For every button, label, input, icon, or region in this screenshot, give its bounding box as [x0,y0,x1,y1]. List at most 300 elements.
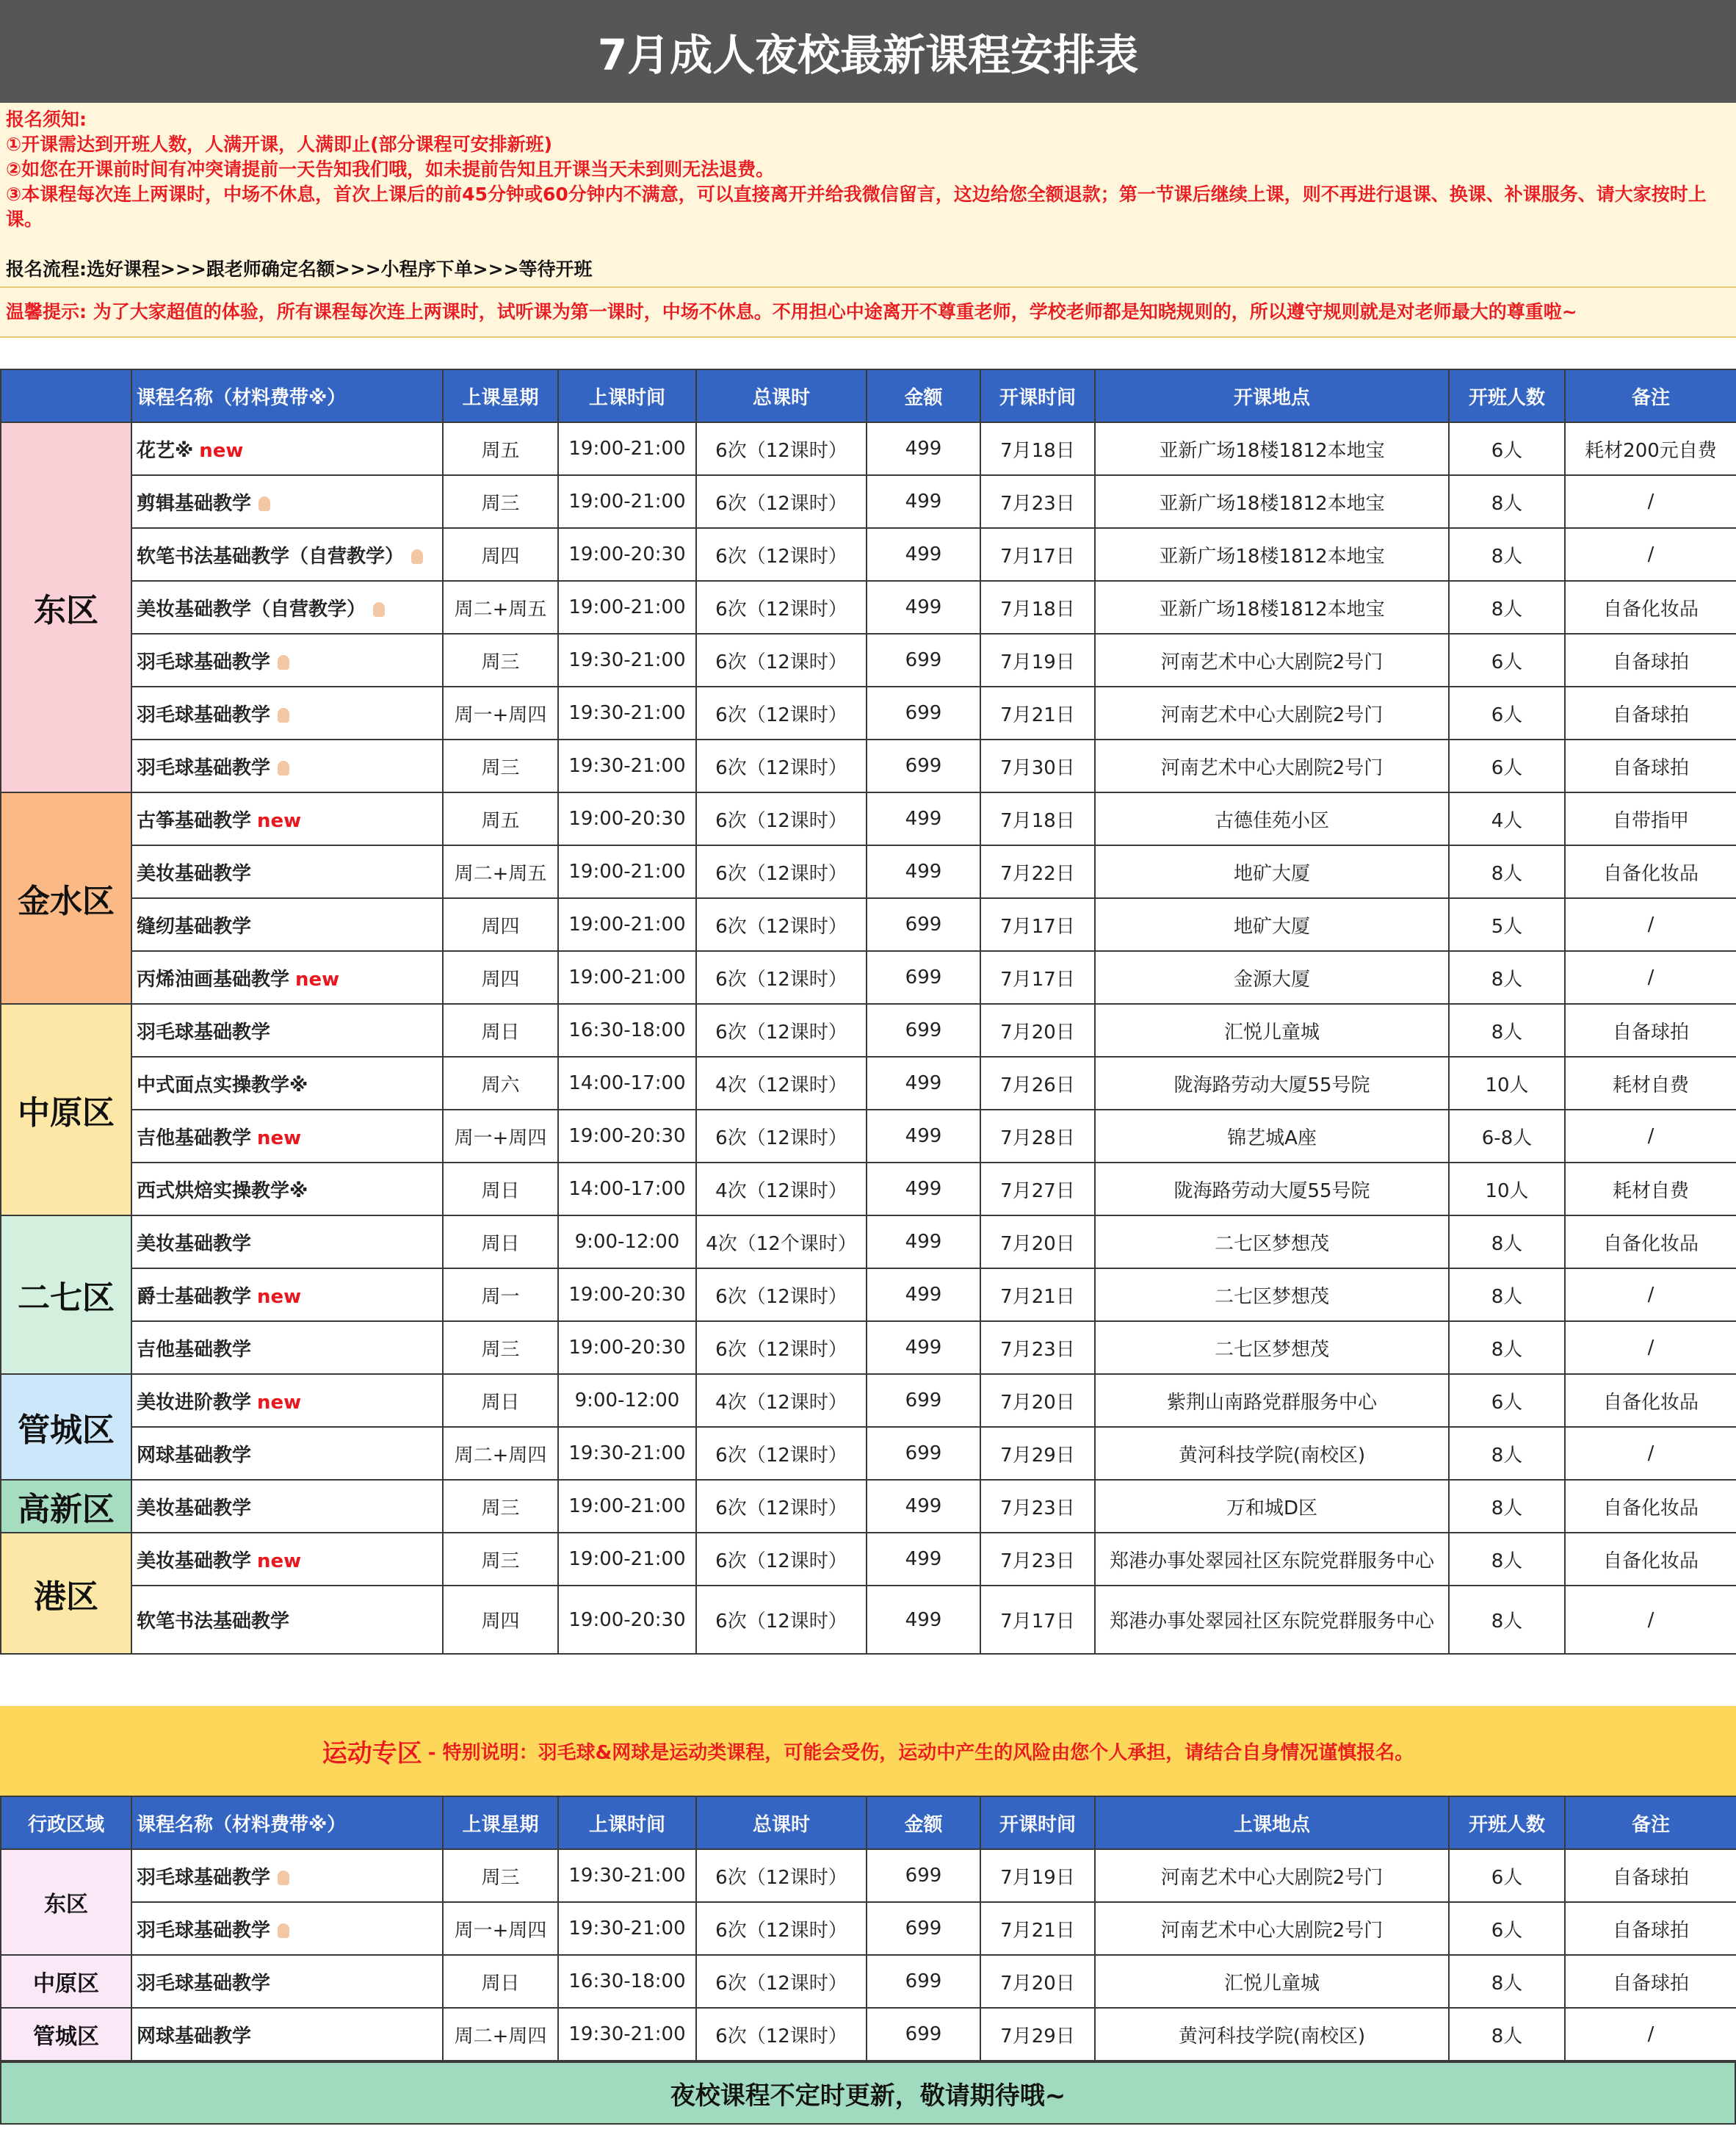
course-name-cell [131,1480,443,1533]
hours-cell: 6次（12课时） [696,1902,867,1955]
place-cell: 紫荆山南路党群服务中心 [1095,1374,1449,1427]
note-cell: 自备球拍 [1565,634,1736,687]
price-cell: 499 [867,792,980,845]
price-cell: 699 [867,740,980,792]
place-cell: 陇海路劳动大厦55号院 [1095,1057,1449,1110]
day-cell: 周日 [443,1955,558,2008]
district-cell: 金水区 [1,792,131,1004]
district-cell: 二七区 [1,1215,131,1374]
hours-cell: 6次（12课时） [696,1533,867,1586]
course-name-cell [131,1215,443,1268]
start-cell: 7月23日 [980,1321,1095,1374]
course-name-cell [131,422,443,475]
sport-table [0,1796,1736,2061]
time-cell: 19:30-21:00 [558,1902,696,1955]
table-row [1,1480,1736,1533]
course-name-cell [131,2008,443,2061]
start-cell: 7月20日 [980,1374,1095,1427]
course-name-cell [131,528,443,581]
course-name: 古筝基础教学 [137,809,252,832]
day-cell: 周一+周四 [443,687,558,740]
people-cell: 6人 [1449,687,1565,740]
time-cell: 16:30-18:00 [558,1004,696,1057]
people-cell: 8人 [1449,581,1565,634]
hours-cell: 6次（12课时） [696,740,867,792]
thumbs-up-icon [411,549,423,564]
note-cell: 自带指甲 [1565,792,1736,845]
place-cell: 郑港办事处翠园社区东院党群服务中心 [1095,1586,1449,1654]
people-cell: 6人 [1449,634,1565,687]
start-cell: 7月21日 [980,1268,1095,1321]
day-cell: 周五 [443,422,558,475]
district-cell: 中原区 [1,1955,131,2008]
header-price: 金额 [867,369,980,422]
hours-cell: 6次（12课时） [696,1268,867,1321]
hours-cell: 6次（12课时） [696,475,867,528]
course-table [0,369,1736,1655]
note-cell: / [1565,1268,1736,1321]
people-cell: 4人 [1449,792,1565,845]
place-cell: 郑港办事处翠园社区东院党群服务中心 [1095,1533,1449,1586]
note-cell: / [1565,1586,1736,1654]
course-name: 羽毛球基础教学 [137,1866,271,1889]
day-cell: 周四 [443,898,558,951]
time-cell: 19:00-21:00 [558,1533,696,1586]
day-cell: 周三 [443,1480,558,1533]
course-name-cell [131,581,443,634]
place-cell: 地矿大厦 [1095,845,1449,898]
note-cell: 自备球拍 [1565,740,1736,792]
thumbs-up-icon [258,496,270,511]
course-name-cell [131,951,443,1004]
people-cell: 8人 [1449,1533,1565,1586]
price-cell: 499 [867,1480,980,1533]
people-cell: 8人 [1449,845,1565,898]
header-time: 上课时间 [558,369,696,422]
time-cell: 9:00-12:00 [558,1215,696,1268]
place-cell: 河南艺术中心大剧院2号门 [1095,687,1449,740]
place-cell: 黄河科技学院(南校区) [1095,2008,1449,2061]
course-name-cell [131,687,443,740]
day-cell: 周日 [443,1163,558,1215]
course-name-cell [131,1163,443,1215]
time-cell: 16:30-18:00 [558,1955,696,2008]
course-name-cell [131,1902,443,1955]
price-cell: 699 [867,634,980,687]
sport-header-time: 上课时间 [558,1796,696,1849]
district-cell: 高新区 [1,1480,131,1533]
start-cell: 7月23日 [980,1533,1095,1586]
table-row [1,1268,1736,1321]
time-cell: 19:00-20:30 [558,1321,696,1374]
start-cell: 7月17日 [980,898,1095,951]
hours-cell: 6次（12课时） [696,1955,867,2008]
place-cell: 二七区梦想茂 [1095,1268,1449,1321]
people-cell: 5人 [1449,898,1565,951]
sport-header-district: 行政区域 [1,1796,131,1849]
people-cell: 6人 [1449,740,1565,792]
day-cell: 周三 [443,1849,558,1902]
price-cell: 499 [867,422,980,475]
course-name: 中式面点实操教学※ [137,1074,308,1096]
day-cell: 周三 [443,475,558,528]
price-cell: 699 [867,1902,980,1955]
course-name-cell [131,898,443,951]
price-cell: 699 [867,951,980,1004]
time-cell: 19:30-21:00 [558,634,696,687]
hours-cell: 6次（12课时） [696,1849,867,1902]
header-start: 开课时间 [980,369,1095,422]
people-cell: 6人 [1449,1902,1565,1955]
time-cell: 19:30-21:00 [558,740,696,792]
thumbs-up-icon [373,602,385,617]
new-badge: new [257,1127,302,1149]
note-cell: / [1565,2008,1736,2061]
time-cell: 19:00-21:00 [558,422,696,475]
course-name-cell [131,1057,443,1110]
district-cell: 东区 [1,1849,131,1955]
day-cell: 周三 [443,1321,558,1374]
hours-cell: 6次（12课时） [696,687,867,740]
table-row [1,1955,1736,2008]
price-cell: 499 [867,1057,980,1110]
start-cell: 7月17日 [980,528,1095,581]
table-row [1,1902,1736,1955]
course-name-cell [131,1374,443,1427]
new-badge: new [257,1391,302,1414]
people-cell: 8人 [1449,1268,1565,1321]
price-cell: 699 [867,1374,980,1427]
district-cell: 管城区 [1,1374,131,1480]
price-cell: 699 [867,1955,980,2008]
table-row [1,1374,1736,1427]
sport-header-course: 课程名称（材料费带※） [131,1796,443,1849]
course-name: 吉他基础教学 [137,1127,252,1149]
table-row [1,792,1736,845]
people-cell: 8人 [1449,1321,1565,1374]
course-name: 羽毛球基础教学 [137,1021,271,1044]
place-cell: 亚新广场18楼1812本地宝 [1095,528,1449,581]
table-row [1,1163,1736,1215]
time-cell: 19:00-20:30 [558,1110,696,1163]
new-badge: new [257,1285,302,1308]
time-cell: 19:30-21:00 [558,1849,696,1902]
table-row [1,1533,1736,1586]
sport-header-row [1,1796,1736,1849]
time-cell: 19:00-20:30 [558,528,696,581]
course-name: 花艺※ [137,439,194,462]
place-cell: 汇悦儿童城 [1095,1955,1449,2008]
note-cell: 耗材自费 [1565,1057,1736,1110]
place-cell: 黄河科技学院(南校区) [1095,1427,1449,1480]
table-row [1,687,1736,740]
start-cell: 7月23日 [980,1480,1095,1533]
place-cell: 锦艺城A座 [1095,1110,1449,1163]
district-cell: 港区 [1,1533,131,1654]
day-cell: 周六 [443,1057,558,1110]
course-name: 爵士基础教学 [137,1285,252,1308]
note-cell: 自备球拍 [1565,1004,1736,1057]
table-row [1,1110,1736,1163]
table-row [1,740,1736,792]
start-cell: 7月20日 [980,1215,1095,1268]
price-cell: 699 [867,1427,980,1480]
course-name: 美妆基础教学（自营教学） [137,598,366,621]
hours-cell: 4次（12课时） [696,1374,867,1427]
course-name-cell [131,1110,443,1163]
day-cell: 周四 [443,1586,558,1654]
sport-header-place: 上课地点 [1095,1796,1449,1849]
place-cell: 二七区梦想茂 [1095,1321,1449,1374]
footer-banner: 夜校课程不定时更新，敬请期待哦~ [0,2061,1736,2125]
sport-header-people: 开班人数 [1449,1796,1565,1849]
hours-cell: 6次（12课时） [696,2008,867,2061]
start-cell: 7月20日 [980,1004,1095,1057]
course-name-cell [131,1955,443,2008]
course-name: 美妆基础教学 [137,862,252,885]
course-name-cell [131,1427,443,1480]
place-cell: 古德佳苑小区 [1095,792,1449,845]
hours-cell: 6次（12课时） [696,581,867,634]
time-cell: 9:00-12:00 [558,1374,696,1427]
sport-header-day: 上课星期 [443,1796,558,1849]
note-cell: 自备化妆品 [1565,1533,1736,1586]
place-cell: 金源大厦 [1095,951,1449,1004]
sport-header-note: 备注 [1565,1796,1736,1849]
note-cell: 自备化妆品 [1565,845,1736,898]
course-name: 吉他基础教学 [137,1338,252,1361]
note-cell: 自备化妆品 [1565,1215,1736,1268]
day-cell: 周一+周四 [443,1902,558,1955]
thumbs-up-icon [278,655,289,670]
table-row [1,845,1736,898]
hours-cell: 6次（12课时） [696,1321,867,1374]
note-cell: 耗材自费 [1565,1163,1736,1215]
start-cell: 7月26日 [980,1057,1095,1110]
people-cell: 10人 [1449,1057,1565,1110]
thumbs-up-icon [278,761,289,776]
header-course: 课程名称（材料费带※） [131,369,443,422]
table-row [1,581,1736,634]
price-cell: 499 [867,581,980,634]
table-row [1,528,1736,581]
day-cell: 周日 [443,1215,558,1268]
price-cell: 699 [867,1004,980,1057]
thumbs-up-icon [278,708,289,723]
start-cell: 7月22日 [980,845,1095,898]
price-cell: 499 [867,1533,980,1586]
start-cell: 7月29日 [980,2008,1095,2061]
note-cell: / [1565,1321,1736,1374]
sport-header-hours: 总课时 [696,1796,867,1849]
note-cell: / [1565,475,1736,528]
notice-line-2: ②如您在开课前时间有冲突请提前一天告知我们哦，如未提前告知且开课当天未到则无法退费。 [6,159,775,180]
start-cell: 7月20日 [980,1955,1095,2008]
course-name-cell [131,1268,443,1321]
people-cell: 8人 [1449,1586,1565,1654]
course-name: 美妆基础教学 [137,1497,252,1519]
header-place: 开课地点 [1095,369,1449,422]
notice-heading: 报名须知: [6,109,87,130]
notice-box [0,103,1736,288]
course-name-cell [131,1849,443,1902]
day-cell: 周二+周五 [443,845,558,898]
table-row [1,1004,1736,1057]
time-cell: 14:00-17:00 [558,1057,696,1110]
hours-cell: 6次（12课时） [696,1427,867,1480]
start-cell: 7月28日 [980,1110,1095,1163]
new-badge: new [257,809,302,832]
course-name-cell [131,634,443,687]
price-cell: 499 [867,475,980,528]
table-row [1,475,1736,528]
note-cell: 耗材200元自费 [1565,422,1736,475]
note-cell: / [1565,528,1736,581]
hours-cell: 6次（12课时） [696,951,867,1004]
day-cell: 周三 [443,634,558,687]
place-cell: 地矿大厦 [1095,898,1449,951]
price-cell: 699 [867,687,980,740]
course-name: 羽毛球基础教学 [137,1972,271,1995]
time-cell: 19:30-21:00 [558,1427,696,1480]
start-cell: 7月27日 [980,1163,1095,1215]
district-cell: 东区 [1,422,131,792]
sport-zone-title: 运动专区 [322,1738,422,1768]
note-cell: / [1565,1427,1736,1480]
hours-cell: 6次（12课时） [696,528,867,581]
note-cell: 自备化妆品 [1565,1480,1736,1533]
place-cell: 万和城D区 [1095,1480,1449,1533]
note-cell: / [1565,898,1736,951]
course-name: 丙烯油画基础教学 [137,968,290,991]
table-row [1,951,1736,1004]
start-cell: 7月23日 [980,475,1095,528]
course-name: 美妆基础教学 [137,1232,252,1255]
course-name-cell [131,792,443,845]
note-cell: 自备球拍 [1565,1849,1736,1902]
day-cell: 周日 [443,1004,558,1057]
sport-header-price: 金额 [867,1796,980,1849]
course-name: 美妆基础教学 [137,1550,252,1572]
note-cell: 自备化妆品 [1565,1374,1736,1427]
people-cell: 10人 [1449,1163,1565,1215]
hours-cell: 4次（12课时） [696,1163,867,1215]
course-name: 网球基础教学 [137,2025,252,2047]
place-cell: 亚新广场18楼1812本地宝 [1095,422,1449,475]
start-cell: 7月19日 [980,634,1095,687]
place-cell: 河南艺术中心大剧院2号门 [1095,1849,1449,1902]
course-name: 美妆进阶教学 [137,1391,252,1414]
price-cell: 699 [867,898,980,951]
start-cell: 7月29日 [980,1427,1095,1480]
price-cell: 499 [867,1110,980,1163]
price-cell: 699 [867,1849,980,1902]
start-cell: 7月21日 [980,1902,1095,1955]
day-cell: 周三 [443,1533,558,1586]
price-cell: 499 [867,1321,980,1374]
course-name-cell [131,740,443,792]
course-name: 西式烘焙实操教学※ [137,1179,308,1202]
course-name: 羽毛球基础教学 [137,704,271,726]
time-cell: 14:00-17:00 [558,1163,696,1215]
day-cell: 周日 [443,1374,558,1427]
header-people: 开班人数 [1449,369,1565,422]
place-cell: 陇海路劳动大厦55号院 [1095,1163,1449,1215]
district-cell: 中原区 [1,1004,131,1215]
price-cell: 499 [867,528,980,581]
people-cell: 6人 [1449,1849,1565,1902]
place-cell: 河南艺术中心大剧院2号门 [1095,1902,1449,1955]
time-cell: 19:00-21:00 [558,1480,696,1533]
price-cell: 699 [867,2008,980,2061]
hours-cell: 6次（12课时） [696,1110,867,1163]
course-name: 软笔书法基础教学 [137,1611,290,1633]
place-cell: 汇悦儿童城 [1095,1004,1449,1057]
time-cell: 19:30-21:00 [558,2008,696,2061]
header-district [1,369,131,422]
notice-line-3: ③本课程每次连上两课时，中场不休息，首次上课后的前45分钟或60分钟内不满意，可以直接离开并给我微信留言，这边给您全额退款；第一节课后继续上课，则不再进行退课、换课、补课服务、请大家按时上课。 [6,184,1707,230]
place-cell: 亚新广场18楼1812本地宝 [1095,581,1449,634]
start-cell: 7月18日 [980,581,1095,634]
table-row [1,422,1736,475]
table-row [1,1057,1736,1110]
course-name: 羽毛球基础教学 [137,1919,271,1942]
enroll-flow: 报名流程:选好课程>>>跟老师确定名额>>>小程序下单>>>等待开班 [6,259,593,280]
table-row [1,1215,1736,1268]
course-name: 软笔书法基础教学（自营教学） [137,545,405,568]
course-name-cell [131,1004,443,1057]
hours-cell: 4次（12个课时） [696,1215,867,1268]
time-cell: 19:30-21:00 [558,687,696,740]
table-row [1,1427,1736,1480]
thumbs-up-icon [278,1923,289,1938]
note-cell: 自备化妆品 [1565,581,1736,634]
day-cell: 周二+周五 [443,581,558,634]
new-badge: new [295,968,340,991]
hours-cell: 6次（12课时） [696,1004,867,1057]
course-name: 羽毛球基础教学 [137,651,271,673]
warm-tip: 温馨提示: 为了大家超值的体验，所有课程每次连上两课时，试听课为第一课时，中场不休息。不用担心中途离开不尊重老师，学校老师都是知晓规则的，所以遵守规则就是对老师最大的尊重啦~ [0,288,1736,338]
course-name-cell [131,845,443,898]
time-cell: 19:00-21:00 [558,898,696,951]
table-row [1,1849,1736,1902]
hours-cell: 6次（12课时） [696,1480,867,1533]
day-cell: 周一+周四 [443,1110,558,1163]
start-cell: 7月18日 [980,422,1095,475]
place-cell: 河南艺术中心大剧院2号门 [1095,634,1449,687]
table-row [1,898,1736,951]
header-hours: 总课时 [696,369,867,422]
hours-cell: 6次（12课时） [696,845,867,898]
notice-line-1: ①开课需达到开班人数，人满开课，人满即止(部分课程可安排新班) [6,134,553,155]
time-cell: 19:00-20:30 [558,792,696,845]
people-cell: 8人 [1449,1955,1565,2008]
sport-zone-note: - 特别说明：羽毛球&网球是运动类课程，可能会受伤，运动中产生的风险由您个人承担，请结合自身情况谨慎报名。 [427,1741,1414,1764]
time-cell: 19:00-20:30 [558,1586,696,1654]
place-cell: 亚新广场18楼1812本地宝 [1095,475,1449,528]
note-cell: 自备球拍 [1565,1955,1736,2008]
hours-cell: 6次（12课时） [696,792,867,845]
hours-cell: 4次（12课时） [696,1057,867,1110]
hours-cell: 6次（12课时） [696,1586,867,1654]
people-cell: 8人 [1449,1215,1565,1268]
course-name: 网球基础教学 [137,1444,252,1467]
note-cell: / [1565,1110,1736,1163]
people-cell: 8人 [1449,951,1565,1004]
people-cell: 8人 [1449,1427,1565,1480]
people-cell: 8人 [1449,2008,1565,2061]
start-cell: 7月19日 [980,1849,1095,1902]
